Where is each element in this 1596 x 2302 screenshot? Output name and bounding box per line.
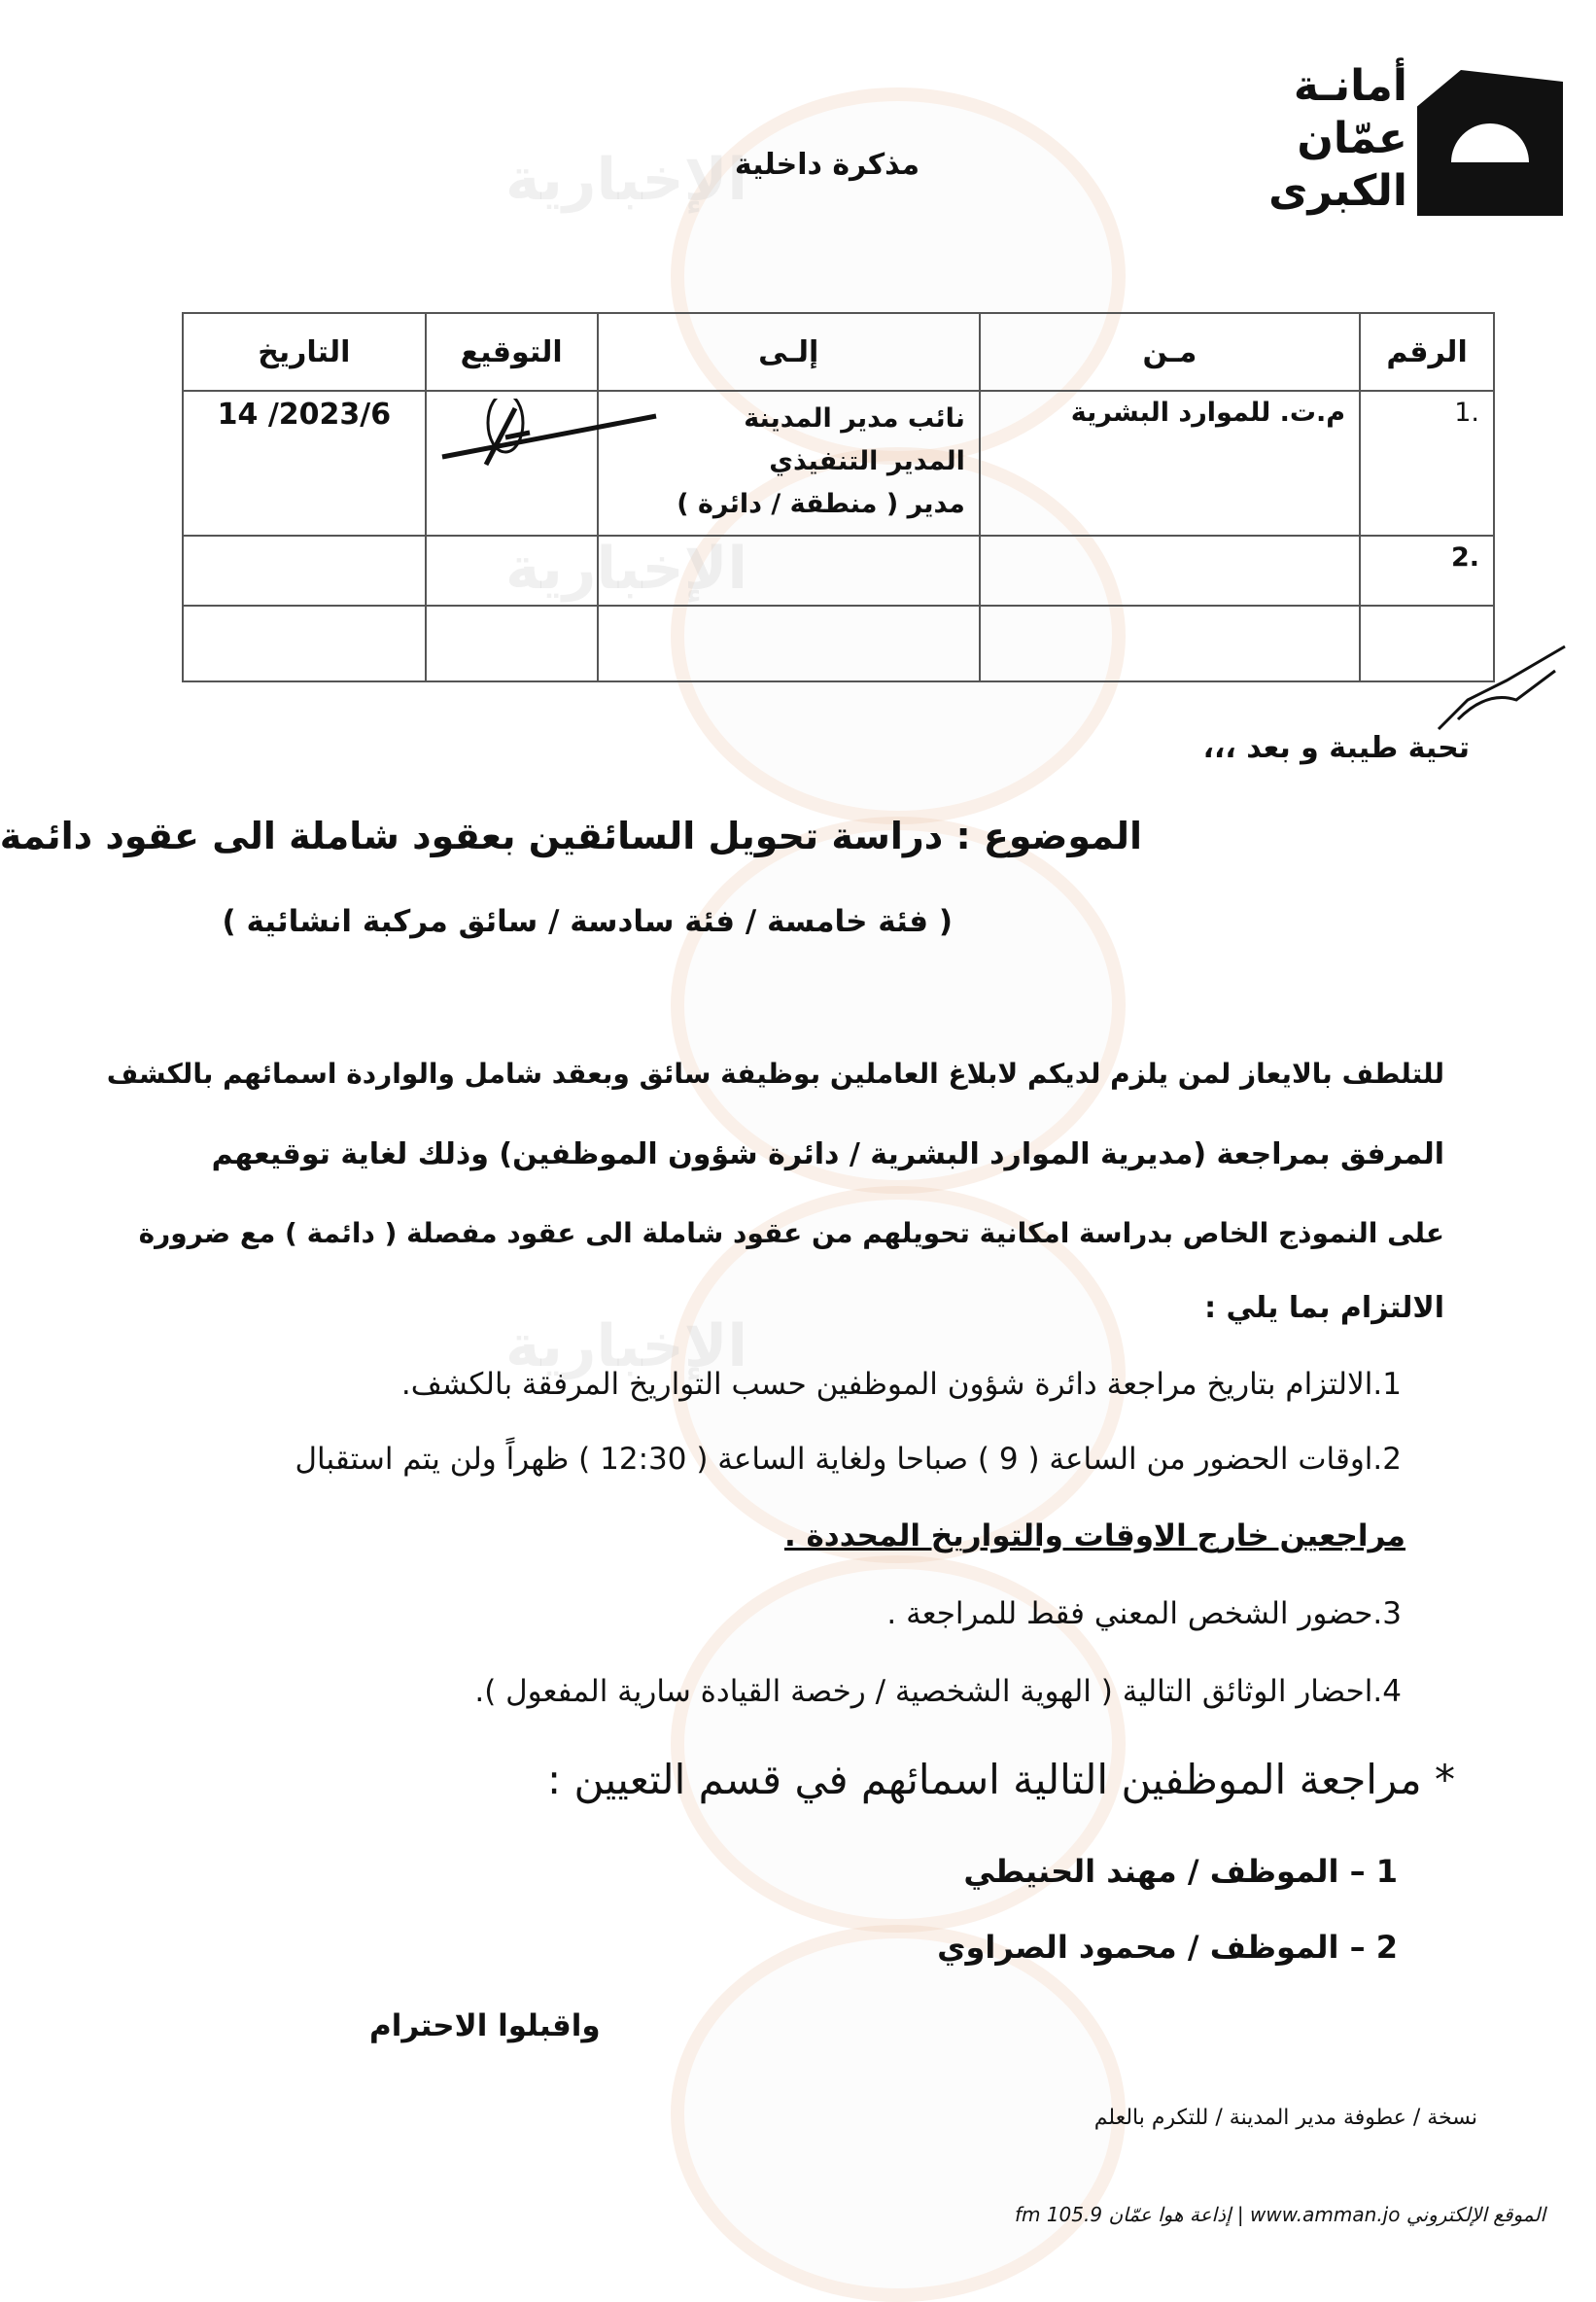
watermark-clock [671,1925,1126,2302]
cell-to [598,606,980,681]
cell-to [598,536,980,606]
requirement-item: 3.حضور الشخص المعني فقط للمراجعة . [886,1596,1402,1631]
cell-number: .2 [1360,536,1494,606]
requirement-item: 1.الالتزام بتاريخ مراجعة دائرة شؤون الموظفين حسب التواريخ المرفقة بالكشف. [400,1367,1402,1402]
handwritten-signature [437,399,661,467]
employee-item: 2 – الموظف / محمود الصراوي [937,1929,1398,1966]
header-from: مـن [980,313,1360,391]
logo-line: أمانـة [1293,61,1407,111]
header-number: الرقم [1360,313,1494,391]
recipient: مدير ( منطقة / دائرة ) [677,489,965,519]
cell-number: .1 [1360,391,1494,536]
body-paragraph-line: على النموذج الخاص بدراسة امكانية تحويلهم من عقود شاملة الى عقود مفصلة ( دائمة ) مع ضرورة [138,1217,1444,1249]
greeting: تحية طيبة و بعد ،،، [1202,731,1470,765]
footer-contact: الموقع الإلكتروني www.amman.jo | إذاعة هوا عمّان 105.9 fm [1014,2203,1545,2226]
recipient: المدير التنفيذي [769,446,965,476]
copy-to: نسخة / عطوفة مدير المدينة / للتكرم بالعلم [1093,2106,1477,2130]
watermark-text: الإخبارية [505,535,747,603]
header-date: التاريخ [183,313,426,391]
table-row [183,536,1494,606]
body-paragraph-line: الالتزام بما يلي : [1204,1291,1444,1325]
table-header-row [183,313,1494,391]
employee-item: 1 – الموظف / مهند الحنيطي [963,1853,1398,1890]
body-paragraph-line: المرفق بمراجعة (مديرية الموارد البشرية / دائرة شؤون الموظفين) وذلك لغاية توقيعهم [211,1137,1444,1171]
logo-line: الكبرى [1268,166,1407,216]
cell-signature [426,606,598,681]
cell-from: م.ت. للموارد البشرية [980,391,1360,536]
cell-from [980,536,1360,606]
cell-date [183,606,426,681]
routing-table [182,312,1495,682]
watermark-text: الإخبارية [505,1312,747,1380]
amman-municipality-logo [1268,60,1563,227]
handwritten-annotation [1429,632,1575,739]
body-paragraph-line: للتلطف بالايعاز لمن يلزم لديكم لابلاغ العاملين بوظيفة سائق وبعقد شامل والواردة اسمائهم بالكشف [106,1058,1444,1090]
recipient: نائب مدير المدينة [744,403,965,434]
logo-line: عمّان [1297,114,1407,163]
table-row [183,606,1494,681]
header-to: إلـى [598,313,980,391]
header-signature: التوقيع [426,313,598,391]
watermark-text: الإخبارية [505,146,747,214]
cell-date: 14 /2023/6 [183,391,426,536]
employees-note: * مراجعة الموظفين التالية اسمائهم في قسم التعيين : [547,1756,1455,1803]
requirement-item: 4.احضار الوثائق التالية ( الهوية الشخصية / رخصة القيادة سارية المفعول ). [474,1674,1402,1709]
memo-type: مذكرة داخلية [734,148,920,182]
cell-date [183,536,426,606]
requirement-item-continued: مراجعين خارج الاوقات والتواريخ المحددة . [783,1518,1405,1553]
subject: الموضوع : دراسة تحويل السائقين بعقود شاملة الى عقود دائمة [0,815,1142,857]
cell-from [980,606,1360,681]
closing: واقبلوا الاحترام [369,2008,601,2043]
requirement-item: 2.اوقات الحضور من الساعة ( 9 ) صباحا ولغاية الساعة ( 12:30 ) ظهراً ولن يتم استقبال [295,1442,1402,1477]
subject-subtitle: ( فئة خامسة / فئة سادسة / سائق مركبة انشائية ) [222,904,953,939]
logo-emblem-icon [1417,70,1563,216]
table-row [183,391,1494,536]
cell-signature [426,536,598,606]
